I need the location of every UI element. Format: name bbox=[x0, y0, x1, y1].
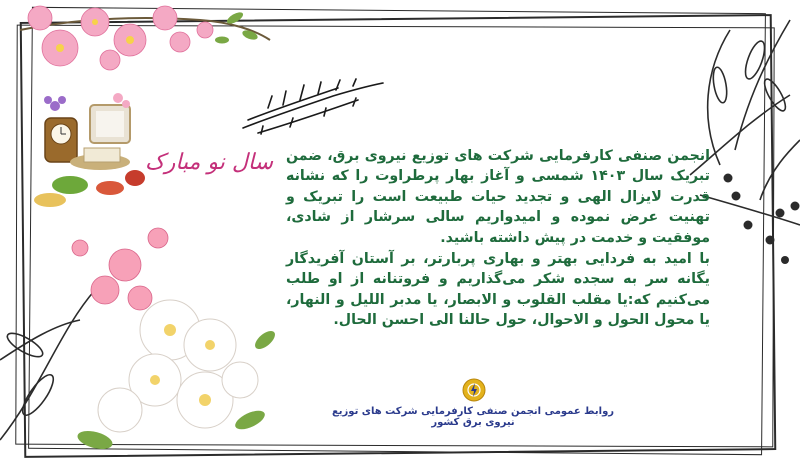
new-year-greeting: سال نو مبارک bbox=[145, 150, 274, 175]
message-paragraph-2: با امید به فردایی بهتر و بهاری پربارتر، بر آستان آفریدگار یگانه سر به سجده شکر می‌گذاریم و فروتنانه از او طلب می‌کنیم که:یا مقلب القلوب و الابصار، یا مدبر اللیل و النهار، یا محول الحول و الاحوال، حول حالنا الی احسن الحال. bbox=[286, 251, 710, 329]
haft-sin-still-life bbox=[34, 93, 145, 207]
congratulation-message bbox=[286, 146, 710, 331]
footer-signature: روابط عمومی انجمن صنفی کارفرمایی شرکت های توزیع نیروی برق کشور bbox=[331, 406, 615, 428]
calligraphy-prayer-image bbox=[238, 78, 386, 138]
bottom-flower-cluster bbox=[72, 228, 278, 452]
message-paragraph-1: انجمن صنفی کارفرمایی شرکت های توزیع نیروی برق، ضمن تبریک سال ۱۴۰۳ شمسی و آغاز بهار پرطراوت را که نشانه قدرت لایزال الهی و تجدید حیات طبیعت است را تبریک و تهنیت عرض نموده و امیدواریم سالی سرشار از شادی، موفقیت و خدمت در پیش داشته باشید. bbox=[286, 148, 710, 246]
association-logo-icon bbox=[462, 378, 486, 402]
top-blossom-branch bbox=[20, 6, 270, 70]
left-dark-branch bbox=[0, 290, 95, 440]
